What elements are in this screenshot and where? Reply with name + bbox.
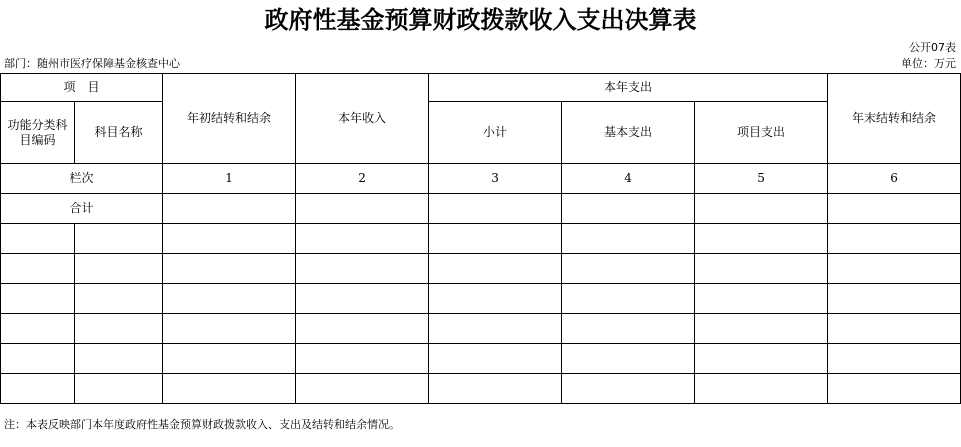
table-cell bbox=[562, 284, 695, 314]
table-cell bbox=[828, 224, 961, 254]
table-cell bbox=[828, 254, 961, 284]
header-current-expenditure: 本年支出 bbox=[429, 74, 828, 102]
table-row bbox=[1, 344, 961, 374]
total-label: 合计 bbox=[1, 194, 163, 224]
table-cell bbox=[562, 194, 695, 224]
table-cell bbox=[296, 194, 429, 224]
table-cell bbox=[163, 284, 296, 314]
table-cell bbox=[163, 374, 296, 404]
table-cell bbox=[562, 344, 695, 374]
report-title: 政府性基金预算财政拨款收入支出决算表 bbox=[264, 5, 697, 34]
table-cell bbox=[695, 284, 828, 314]
table-cell bbox=[1, 224, 75, 254]
table-cell bbox=[75, 314, 163, 344]
table-cell bbox=[163, 194, 296, 224]
table-cell bbox=[562, 314, 695, 344]
table-cell bbox=[828, 314, 961, 344]
table-cell bbox=[75, 224, 163, 254]
table-cell bbox=[828, 284, 961, 314]
header-project-expenditure: 项目支出 bbox=[695, 102, 828, 164]
table-cell bbox=[1, 344, 75, 374]
table-cell bbox=[429, 344, 562, 374]
table-cell bbox=[828, 344, 961, 374]
header-func-code: 功能分类科目编码 bbox=[1, 102, 75, 164]
table-cell bbox=[296, 314, 429, 344]
table-cell bbox=[429, 194, 562, 224]
table-cell bbox=[429, 284, 562, 314]
table-row bbox=[1, 314, 961, 344]
table-cell bbox=[296, 284, 429, 314]
column-number-label: 栏次 bbox=[1, 164, 163, 194]
table-cell bbox=[562, 224, 695, 254]
header-row-2 bbox=[1, 102, 961, 164]
column-number: 6 bbox=[828, 164, 961, 194]
table-cell bbox=[296, 344, 429, 374]
table-cell bbox=[75, 374, 163, 404]
header-beginning-balance: 年初结转和结余 bbox=[163, 74, 296, 164]
table-cell bbox=[163, 344, 296, 374]
header-current-income: 本年收入 bbox=[296, 74, 429, 164]
form-number: 公开07表 bbox=[909, 41, 956, 54]
table-cell bbox=[163, 314, 296, 344]
column-number: 3 bbox=[429, 164, 562, 194]
table-cell bbox=[75, 284, 163, 314]
table-cell bbox=[429, 254, 562, 284]
column-number: 1 bbox=[163, 164, 296, 194]
table-row bbox=[1, 284, 961, 314]
table-cell bbox=[828, 194, 961, 224]
column-number: 5 bbox=[695, 164, 828, 194]
header-row-1 bbox=[1, 74, 961, 102]
header-item: 项 目 bbox=[1, 74, 163, 102]
table-cell bbox=[695, 194, 828, 224]
table-cell bbox=[75, 344, 163, 374]
column-number-row bbox=[1, 164, 961, 194]
table-row bbox=[1, 254, 961, 284]
column-number: 4 bbox=[562, 164, 695, 194]
column-number: 2 bbox=[296, 164, 429, 194]
table-cell bbox=[429, 224, 562, 254]
table-cell bbox=[1, 314, 75, 344]
header-subtotal: 小计 bbox=[429, 102, 562, 164]
department-label: 部门：随州市医疗保障基金核查中心 bbox=[4, 57, 180, 70]
table-cell bbox=[695, 224, 828, 254]
table-cell bbox=[429, 314, 562, 344]
table-cell bbox=[695, 314, 828, 344]
table-cell bbox=[163, 224, 296, 254]
table-cell bbox=[1, 254, 75, 284]
table-cell bbox=[828, 374, 961, 404]
table-cell bbox=[1, 374, 75, 404]
table-cell bbox=[429, 374, 562, 404]
table-cell bbox=[75, 254, 163, 284]
table-cell bbox=[163, 254, 296, 284]
table-cell bbox=[695, 254, 828, 284]
table-row bbox=[1, 224, 961, 254]
table-cell bbox=[296, 254, 429, 284]
total-row bbox=[1, 194, 961, 224]
table-cell bbox=[296, 374, 429, 404]
header-subject-name: 科目名称 bbox=[75, 102, 163, 164]
header-ending-balance: 年末结转和结余 bbox=[828, 74, 961, 164]
table-cell bbox=[296, 224, 429, 254]
table-cell bbox=[562, 374, 695, 404]
unit-label: 单位：万元 bbox=[901, 57, 956, 70]
table-row bbox=[1, 374, 961, 404]
budget-table bbox=[0, 73, 961, 404]
table-cell bbox=[695, 374, 828, 404]
header-basic-expenditure: 基本支出 bbox=[562, 102, 695, 164]
table-cell bbox=[562, 254, 695, 284]
footnote: 注：本表反映部门本年度政府性基金预算财政拨款收入、支出及结转和结余情况。 bbox=[4, 418, 400, 431]
table-cell bbox=[695, 344, 828, 374]
table-cell bbox=[1, 284, 75, 314]
